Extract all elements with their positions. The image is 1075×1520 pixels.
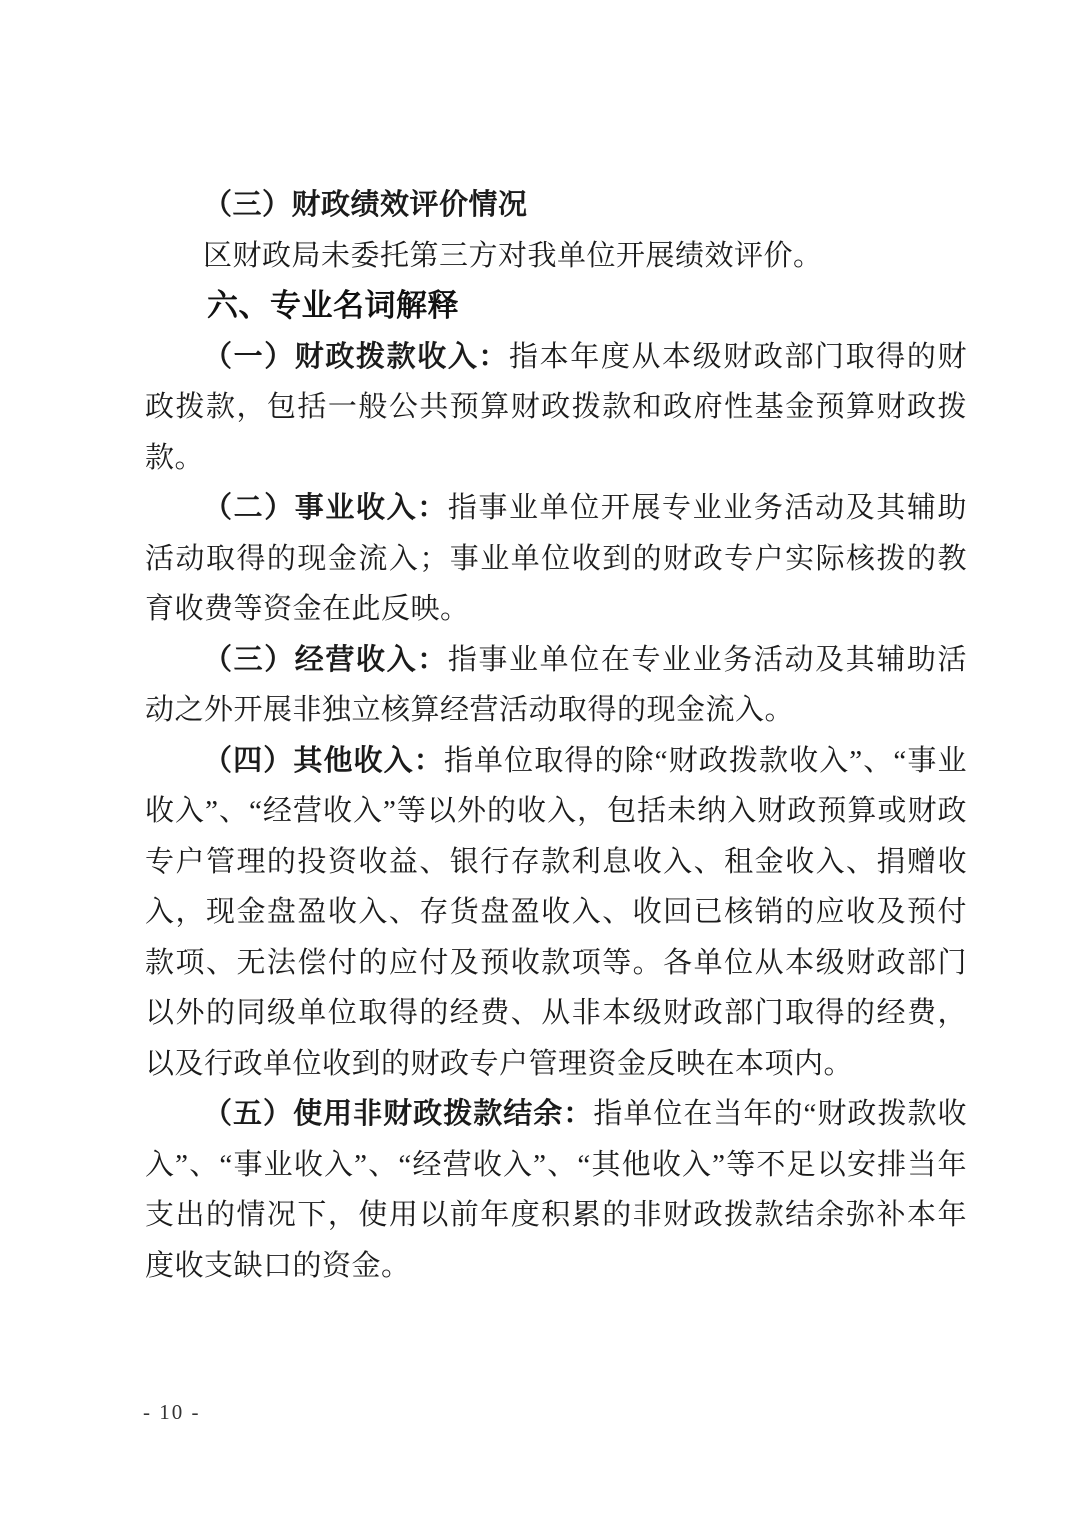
glossary-term-fiscal-appropriation-income	[145, 332, 967, 484]
term-definition-other-income: 指单位取得的除“财政拨款收入”、“事业收入”、“经营收入”等以外的收入，包括未纳入财政预算或财政专户管理的投资收益、银行存款利息收入、租金收入、捐赠收入，现金盘盈收入、存货盘盈收入、收回已核销的应收及预付款项、无法偿付的应付及预收款项等。各单位从本级财政部门以外的同级单位取得的经费、从非本级财政部门取得的经费，以及行政单位收到的财政专户管理资金反映在本项内。	[145, 744, 967, 1080]
page-footer	[143, 1400, 201, 1425]
section-heading-performance-evaluation: （三）财政绩效评价情况	[203, 189, 528, 221]
page-number: - 10 -	[143, 1400, 201, 1424]
term-definition-business-income: 指事业单位在专业业务活动及其辅助活动之外开展非独立核算经营活动取得的现金流入。	[145, 643, 967, 726]
paragraph-performance-evaluation: 区财政局未委托第三方对我单位开展绩效评价。	[203, 239, 823, 272]
glossary-term-business-income	[145, 635, 967, 736]
term-lead-public-institution-income: （二）事业收入：	[203, 492, 448, 524]
glossary-term-other-income	[145, 736, 967, 1090]
term-lead-business-income: （三）经营收入：	[203, 643, 448, 676]
term-lead-fiscal-appropriation-income: （一）财政拨款收入：	[203, 340, 510, 373]
glossary-term-non-fiscal-surplus	[145, 1089, 967, 1291]
term-lead-other-income: （四）其他收入：	[203, 744, 444, 777]
term-definition-non-fiscal-surplus: 指单位在当年的“财政拨款收入”、“事业收入”、“经营收入”、“其他收入”等不足以安排当年支出的情况下，使用以前年度积累的非财政拨款结余弥补本年度收支缺口的资金。	[145, 1098, 967, 1282]
term-lead-non-fiscal-surplus: （五）使用非财政拨款结余：	[203, 1098, 594, 1130]
document-content	[145, 180, 967, 1291]
glossary-term-operating-income-public	[145, 483, 967, 635]
section-heading-glossary: 六、专业名词解释	[207, 288, 459, 323]
term-definition-public-institution-income: 指事业单位开展专业业务活动及其辅助活动取得的现金流入；事业单位收到的财政专户实际核拨的教育收费等资金在此反映。	[145, 492, 967, 625]
term-definition-fiscal-appropriation-income: 指本年度从本级财政部门取得的财政拨款，包括一般公共预算财政拨款和政府性基金预算财政拨款。	[145, 340, 967, 474]
